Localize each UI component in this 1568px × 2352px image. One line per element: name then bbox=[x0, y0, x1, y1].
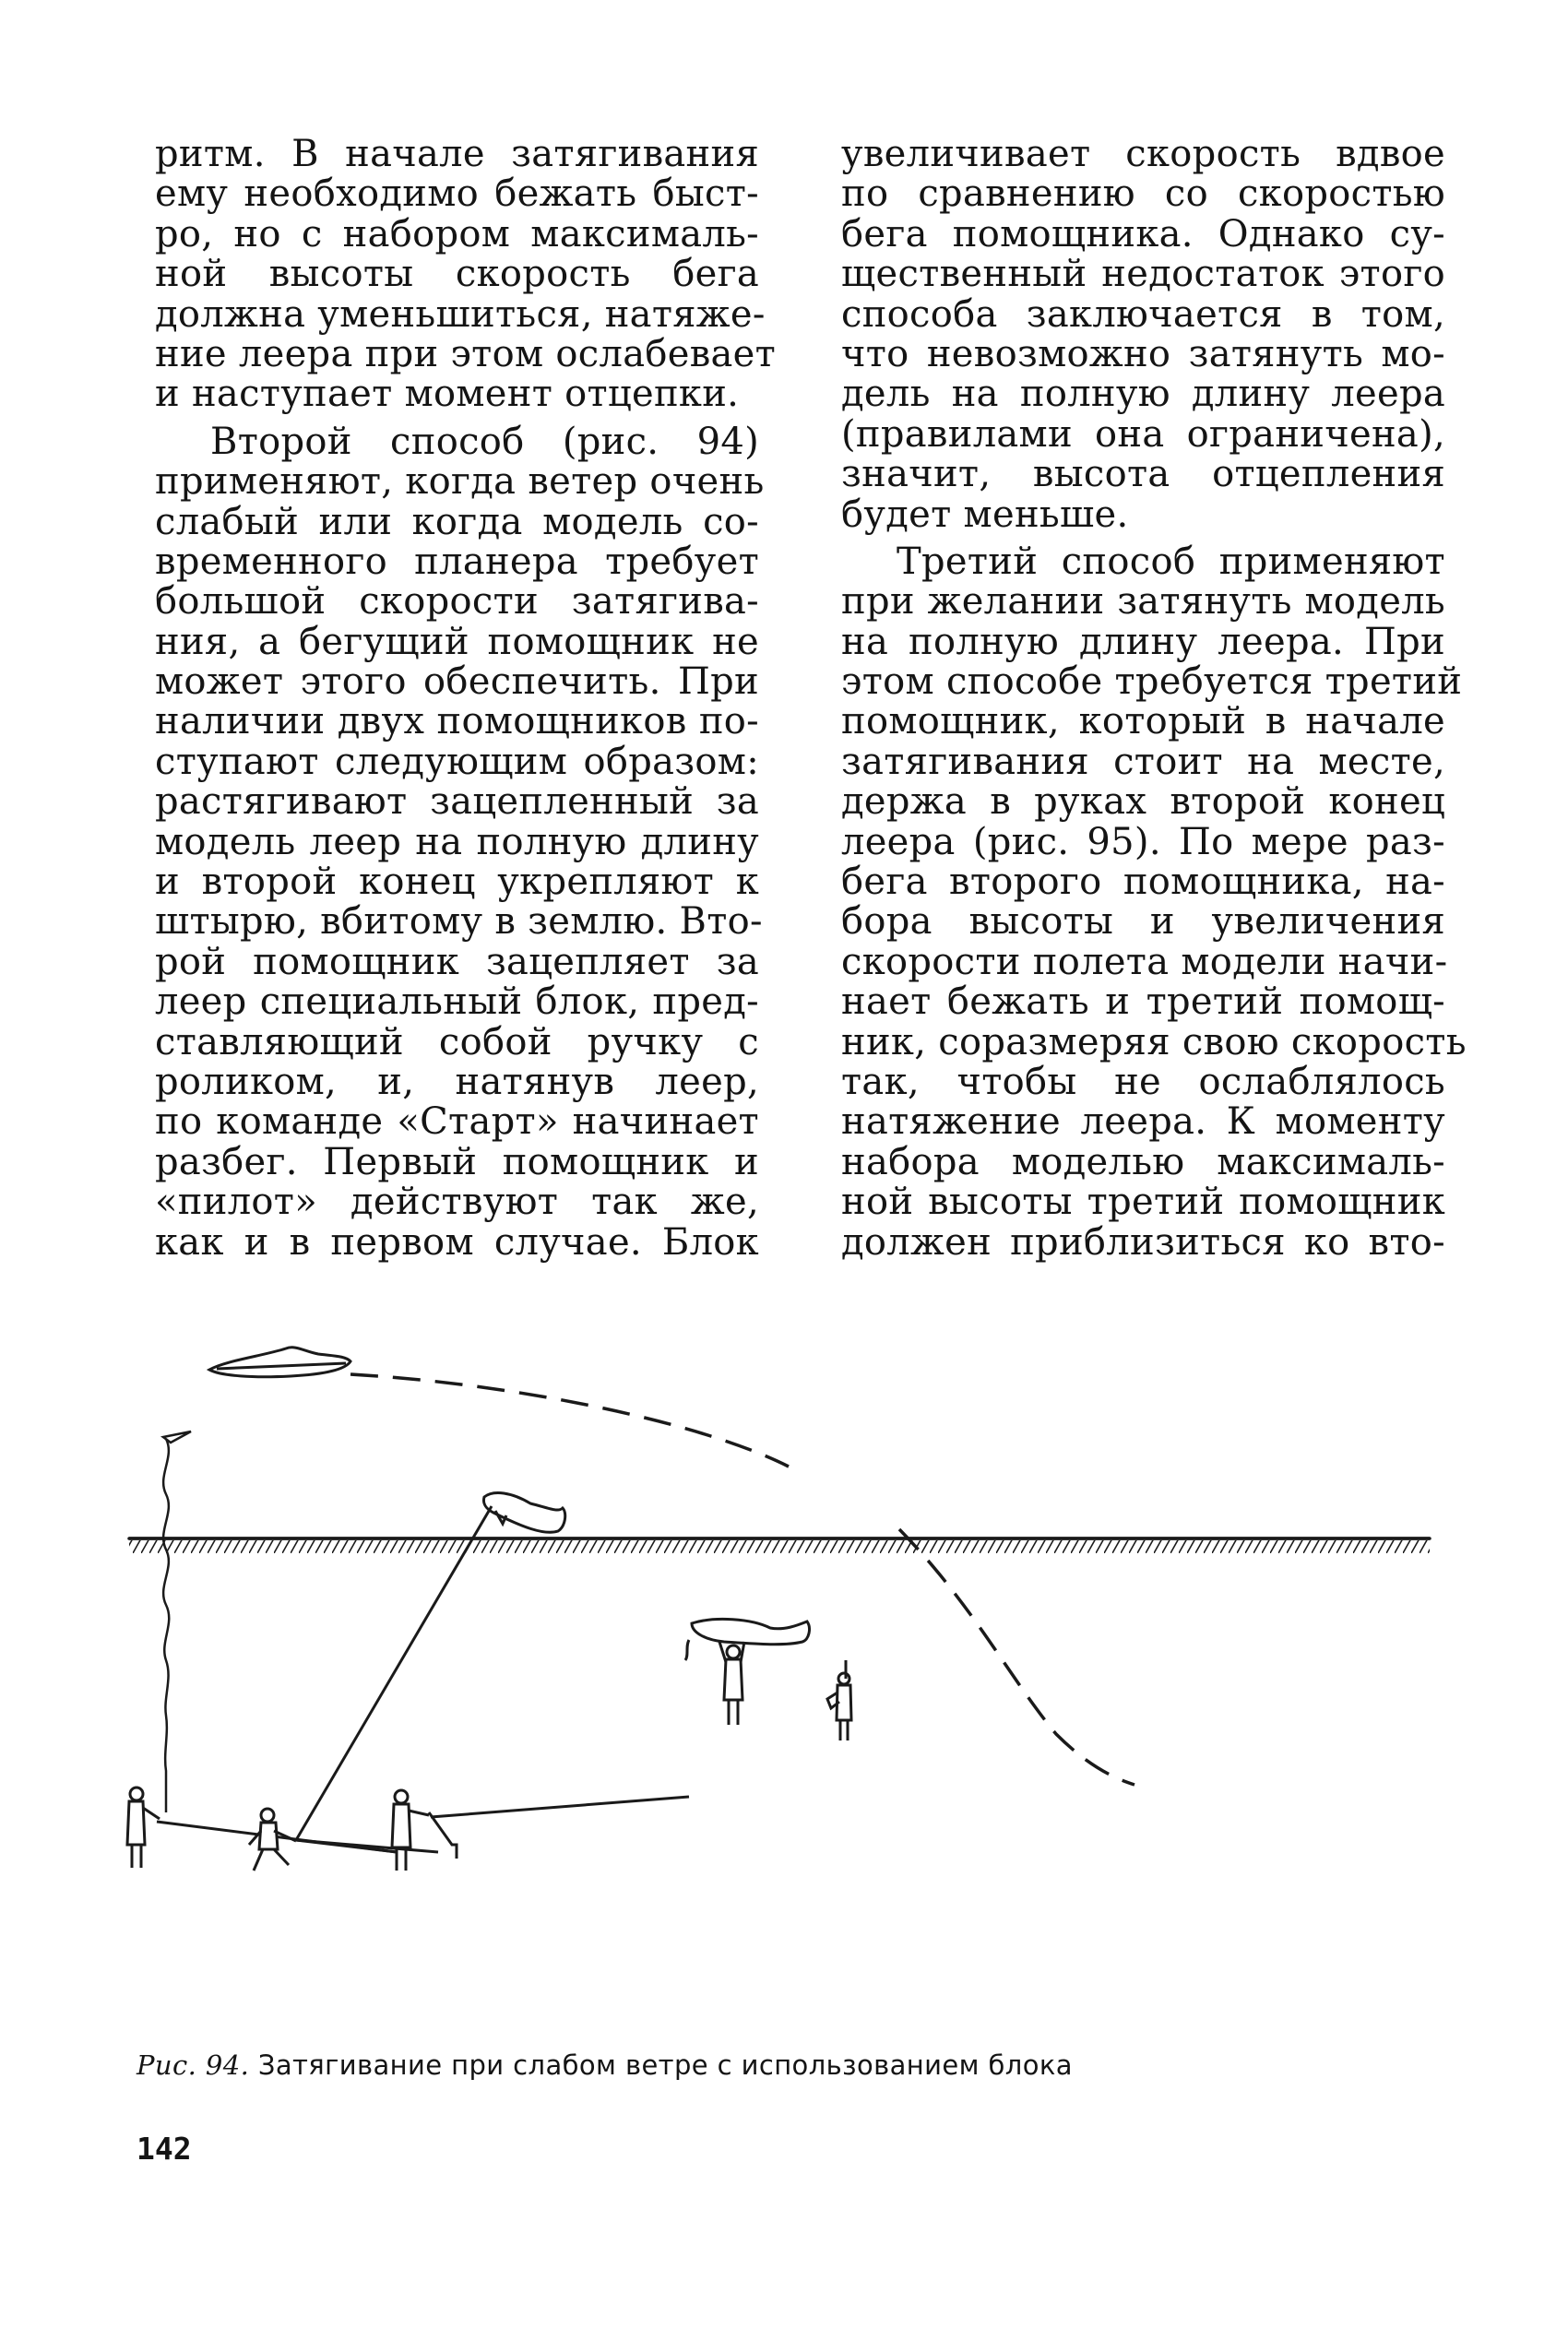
text-line: ро, но с набором максималь- bbox=[155, 212, 759, 255]
tow-line-slack bbox=[163, 1439, 169, 1812]
tow-line-ground-3 bbox=[296, 1840, 438, 1852]
text-line: «пилот» действуют так же, bbox=[155, 1181, 759, 1224]
text-line: леера (рис. 95). По мере раз- bbox=[841, 820, 1445, 863]
text-line: растягивают зацепленный за bbox=[155, 780, 759, 824]
text-line: применяют, когда ветер очень bbox=[155, 460, 765, 504]
figure-caption bbox=[137, 2049, 1073, 2081]
text-line: (правилами она ограничена), bbox=[841, 412, 1445, 456]
text-line: ние леера при этом ослабевает bbox=[155, 332, 777, 375]
text-line: затягивания стоит на месте, bbox=[841, 740, 1445, 783]
text-line: бора высоты и увеличения bbox=[841, 900, 1445, 944]
text-line: ставляющий собой ручку с bbox=[155, 1020, 759, 1063]
text-line: как и в первом случае. Блок bbox=[155, 1220, 759, 1264]
text-line: помощник, который в начале bbox=[841, 700, 1445, 743]
page-number: 142 bbox=[137, 2131, 192, 2167]
text-line: по сравнению со скоростью bbox=[841, 172, 1445, 216]
text-line: дель на полную длину леера bbox=[841, 373, 1445, 416]
text-line: большой скорости затягива- bbox=[155, 580, 759, 624]
text-line: и наступает момент отцепки. bbox=[155, 373, 740, 416]
text-line: так, чтобы не ослаблялось bbox=[841, 1060, 1445, 1103]
text-line: ной высоты скорость бега bbox=[155, 253, 759, 296]
text-line: значит, высота отцепления bbox=[841, 453, 1445, 496]
text-line: роликом, и, натянув леер, bbox=[155, 1060, 759, 1103]
text-line: по команде «Старт» начинает bbox=[155, 1100, 759, 1144]
figure-label: Рис. 94. bbox=[137, 2049, 250, 2081]
person-pilot-right bbox=[827, 1660, 851, 1740]
text-line: нает бежать и третий помощ- bbox=[841, 980, 1445, 1024]
right-text-column bbox=[841, 133, 1467, 1264]
text-line: рой помощник зацепляет за bbox=[155, 940, 759, 983]
text-line: будет меньше. bbox=[841, 493, 1129, 536]
glider-model-climb bbox=[483, 1493, 564, 1533]
text-line: должна уменьшиться, натяже- bbox=[155, 292, 766, 336]
text-line: скорости полета модели начи- bbox=[841, 940, 1448, 983]
text-line: способа заключается в том, bbox=[841, 292, 1445, 336]
text-line: щественный недостаток этого bbox=[841, 253, 1445, 296]
person-third-helper bbox=[719, 1642, 744, 1725]
text-line: и второй конец укрепляют к bbox=[155, 861, 759, 904]
tow-launch-illustration bbox=[125, 1328, 1443, 1900]
text-line: временного планера требует bbox=[155, 540, 759, 583]
text-line: бега второго помощника, на- bbox=[841, 861, 1445, 904]
text-line: увеличивает скорость вдвое bbox=[841, 133, 1445, 175]
text-line: ритм. В начале затягивания bbox=[155, 133, 759, 175]
text-line: этом способе требуется третий bbox=[841, 660, 1463, 704]
ground-strip bbox=[129, 1538, 1430, 1553]
text-line: при желании затянуть модель bbox=[841, 580, 1445, 624]
tow-line-to-pulley bbox=[296, 1506, 492, 1840]
text-line: может этого обеспечить. При bbox=[155, 660, 759, 704]
text-line: натяжение леера. К моменту bbox=[841, 1100, 1445, 1144]
text-line: модель леер на полную длину bbox=[155, 820, 759, 863]
text-line: слабый или когда модель со- bbox=[155, 500, 759, 543]
text-line: наличии двух помощников по- bbox=[155, 700, 759, 743]
text-line: бега помощника. Однако су- bbox=[841, 212, 1445, 255]
glider-model-launch bbox=[685, 1619, 809, 1660]
text-line: ник, соразмеряя свою скорость bbox=[841, 1020, 1467, 1063]
text-line: штырю, вбитому в землю. Вто- bbox=[155, 900, 763, 944]
paragraph-start-line: Второй способ (рис. 94) bbox=[210, 420, 759, 463]
tow-line-to-glider bbox=[431, 1797, 689, 1817]
text-line: разбег. Первый помощник и bbox=[155, 1140, 759, 1183]
glider-model-top bbox=[209, 1348, 350, 1377]
text-line: леер специальный блок, пред- bbox=[155, 980, 759, 1024]
text-line: держа в руках второй конец bbox=[841, 780, 1445, 824]
person-pilot bbox=[127, 1788, 160, 1868]
person-anchor-helper bbox=[392, 1790, 429, 1871]
text-line: ступают следующим образом: bbox=[155, 740, 759, 783]
text-line: должен приблизиться ко вто- bbox=[841, 1220, 1445, 1264]
text-line: набора моделью максималь- bbox=[841, 1140, 1445, 1183]
figure-caption-text: Затягивание при слабом ветре с использованием блока bbox=[257, 2049, 1073, 2081]
text-line: на полную длину леера. При bbox=[841, 620, 1445, 663]
text-line: ния, а бегущий помощник не bbox=[155, 620, 759, 663]
paragraph-start-line: Третий способ применяют bbox=[897, 540, 1445, 583]
text-line: ной высоты третий помощник bbox=[841, 1181, 1445, 1224]
left-text-column bbox=[155, 133, 777, 1264]
text-line: ему необходимо бежать быст- bbox=[155, 172, 759, 216]
text-line: что невозможно затянуть мо- bbox=[841, 332, 1445, 375]
flight-path-dashed bbox=[350, 1374, 1134, 1785]
